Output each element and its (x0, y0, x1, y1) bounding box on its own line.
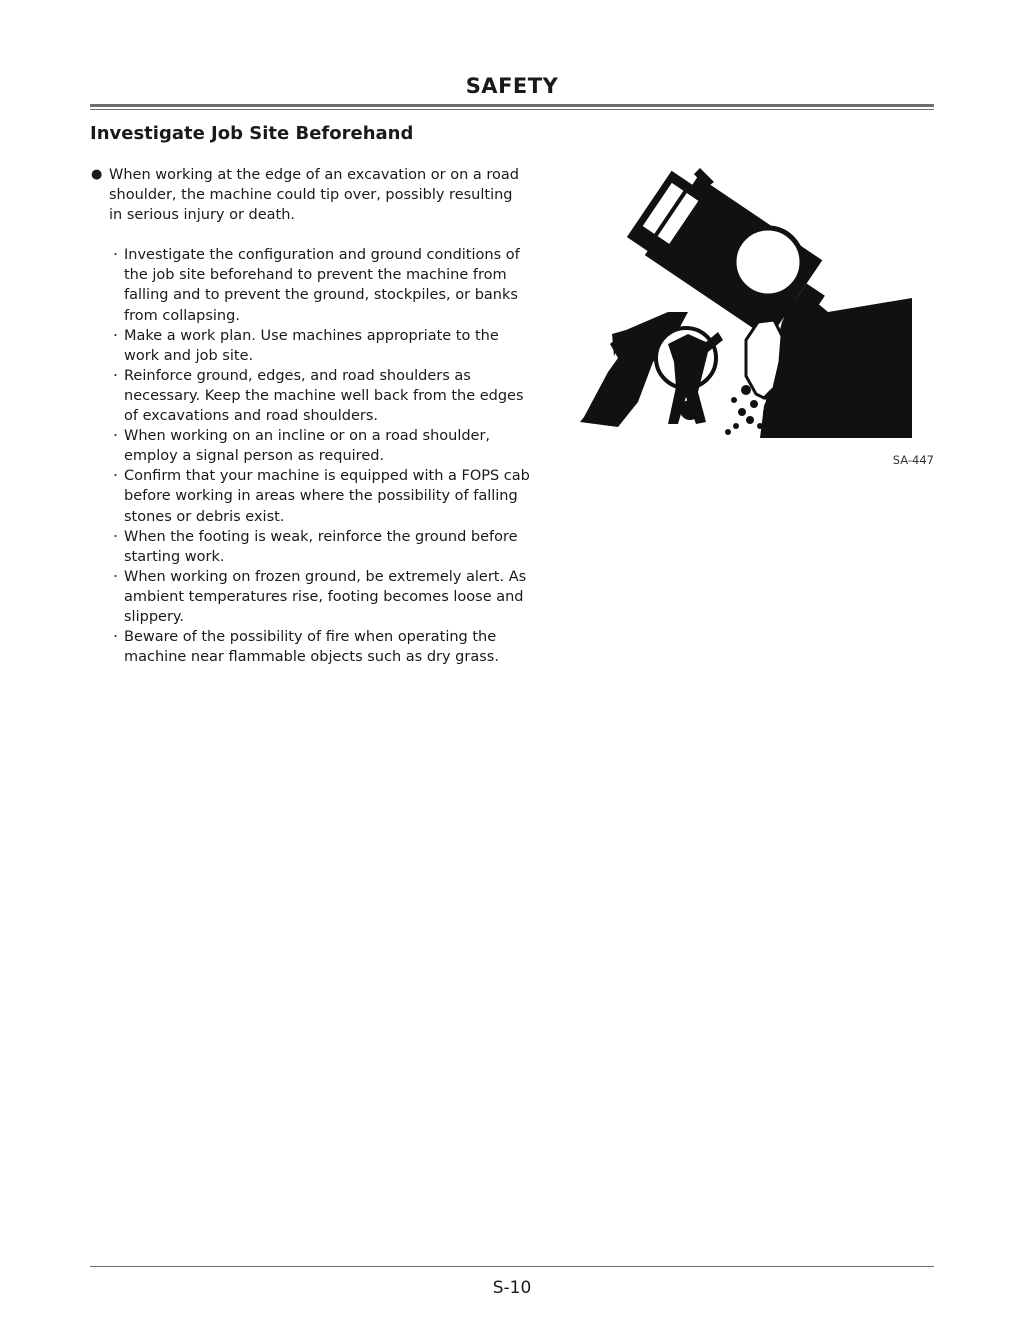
figure-code: SA-447 (892, 453, 934, 467)
list-mark: ・ (110, 569, 121, 583)
bullet-dot: ● (91, 167, 103, 182)
list-item-text: Reinforce ground, edges, and road shoulders as necessary. Keep the machine well back from the edges of excavations and road shoulders. (124, 367, 524, 425)
list-mark: ・ (110, 368, 121, 382)
list-mark: ・ (110, 630, 121, 644)
list-mark: ・ (110, 529, 121, 543)
list-item (109, 627, 530, 667)
list-item (109, 326, 530, 366)
section-title: Investigate Job Site Beforehand (90, 123, 414, 144)
machine-tipping-over-icon (578, 162, 918, 444)
list-item (109, 245, 530, 325)
list-item (109, 366, 530, 426)
list-item (109, 466, 530, 526)
header-rule (90, 104, 934, 107)
list-item-text: Beware of the possibility of fire when operating the machine near flammable objects such as dry grass. (124, 629, 499, 666)
section-body (90, 165, 530, 667)
list-item (109, 527, 530, 567)
warning-bullet (90, 165, 530, 225)
list-item-text: Make a work plan. Use machines appropriate to the work and job site. (124, 327, 499, 364)
header-rule-thin (90, 109, 934, 110)
list-item-text: Investigate the configuration and ground conditions of the job site beforehand to prevent the machine from falling and to prevent the ground, stockpiles, or banks from collapsing. (124, 247, 520, 324)
footer-rule (90, 1266, 934, 1267)
list-item (109, 426, 530, 466)
precaution-list (90, 245, 530, 667)
page-header-title: SAFETY (465, 74, 559, 98)
warning-text: When working at the edge of an excavation or on a road shoulder, the machine could tip over, possibly resulting in serious injury or death. (109, 167, 519, 224)
list-item-text: When working on an incline or on a road shoulder, employ a signal person as required. (124, 428, 491, 465)
list-mark: ・ (110, 429, 121, 443)
list-item-text: Confirm that your machine is equipped with a FOPS cab before working in areas where the possibility of falling stones or debris exist. (124, 468, 530, 525)
page-number: S-10 (492, 1278, 532, 1298)
list-item-text: When working on frozen ground, be extremely alert. As ambient temperatures rise, footing becomes loose and slippery. (124, 568, 527, 625)
list-mark: ・ (110, 469, 121, 483)
list-item (109, 567, 530, 627)
list-mark: ・ (110, 328, 121, 342)
list-item-text: When the footing is weak, reinforce the ground before starting work. (124, 528, 518, 565)
list-mark: ・ (110, 248, 121, 262)
